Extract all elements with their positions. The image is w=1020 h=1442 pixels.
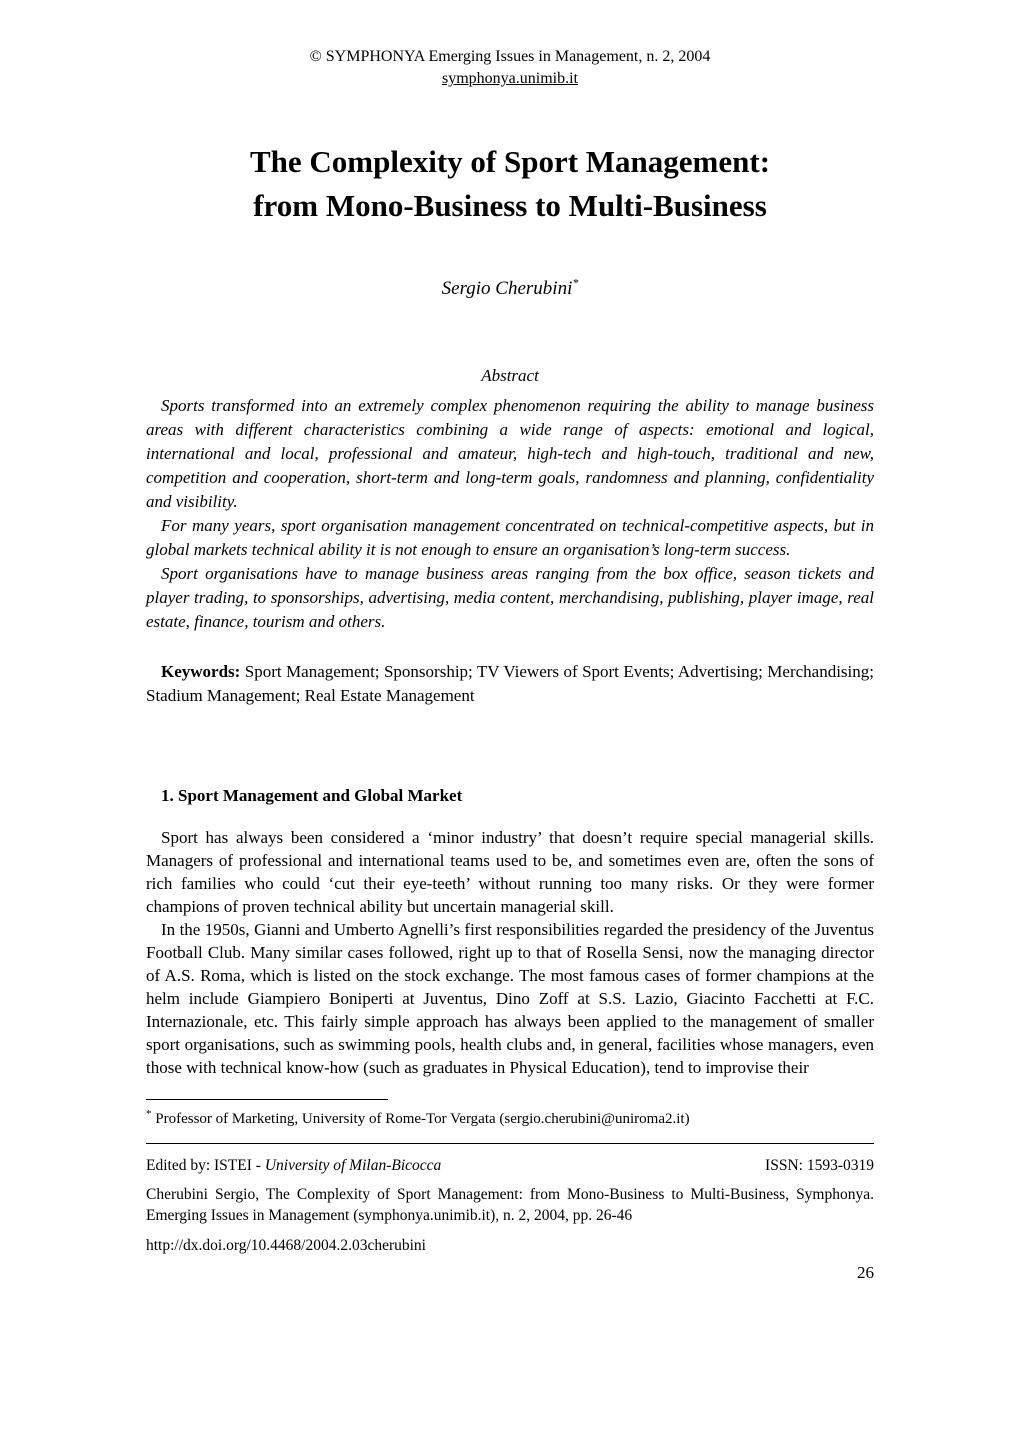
body-paragraph: Sport has always been considered a ‘minor industry’ that doesn’t require special managerial skills. Managers of professional and international teams used to be, and sometimes even are, often the sons of rich families who could ‘cut their eye-teeth’ without running too many risks. Or they were former champions of proven technical ability but uncertain managerial skill. — [146, 828, 874, 916]
author-line — [146, 275, 874, 300]
paper-title-line1: The Complexity of Sport Management: — [249, 144, 771, 179]
paper-title — [146, 140, 874, 228]
abstract-heading: Abstract — [481, 366, 539, 385]
keywords-label: Keywords: — [161, 662, 241, 681]
abstract-section — [146, 394, 874, 634]
edited-by — [146, 1157, 441, 1175]
issn: ISSN: 1593-0319 — [765, 1157, 874, 1174]
section-1-body — [146, 826, 874, 1079]
footnote-text — [146, 1109, 874, 1129]
keywords-line — [146, 660, 874, 708]
body-paragraph: In the 1950s, Gianni and Umberto Agnelli’s first responsibilities regarded the presidency of the Juventus Football Club. Many similar cases followed, right up to that of Rosella Sensi, now the managing director of A.S. Roma, which is listed on the stock exchange. The most famous cases of former champions at the helm include Giampiero Boniperti at Juventus, Dino Zoff at S.S. Lazio, Giacinto Facchetti at F.C. Internazionale, etc. This fairly simple approach has always been applied to the management of smaller sport organisations, such as swimming pools, health clubs and, in general, facilities whose managers, even those with technical know-how (such as graduates in Physical Education), tend to improvise their — [146, 920, 874, 1077]
keywords-text: Sport Management; Sponsorship; TV Viewers of Sport Events; Advertising; Merchandising; Stadium Management; Real Estate Management — [146, 662, 874, 705]
journal-header-line: © SYMPHONYA Emerging Issues in Management, n. 2, 2004 — [309, 48, 711, 65]
journal-header — [146, 46, 874, 90]
journal-site-line — [146, 68, 874, 90]
footer-doi: http://dx.doi.org/10.4468/2004.2.03cherubini — [146, 1237, 426, 1254]
edited-by-prefix: Edited by: ISTEI - — [146, 1157, 265, 1174]
footnote-separator — [146, 1099, 388, 1100]
journal-site-link[interactable]: symphonya.unimib.it — [442, 70, 578, 87]
author-footnote-marker: * — [572, 275, 579, 290]
page-number: 26 — [857, 1263, 874, 1282]
abstract-paragraph: Sports transformed into an extremely complex phenomenon requiring the ability to manage business areas with different characteristics combining a wide range of aspects: emotional and logical, international and local, professional and amateur, high-tech and high-touch, traditional and new, competition and cooperation, short-term and long-term goals, randomness and planning, confidentiality and visibility. — [146, 396, 874, 511]
footer-citation: Cherubini Sergio, The Complexity of Sport Management: from Mono-Business to Multi-Business, Symphonya. Emerging Issues in Management (symphonya.unimib.it), n. 2, 2004, pp. 26-46 — [146, 1186, 874, 1224]
footer-rule — [146, 1143, 874, 1144]
footer-edited-line — [146, 1157, 874, 1175]
section-1-heading: 1. Sport Management and Global Market — [161, 786, 463, 805]
footnote-marker: * — [146, 1108, 152, 1120]
author-name: Sergio Cherubini — [441, 278, 573, 299]
edited-by-org: University of Milan-Bicocca — [264, 1157, 442, 1174]
abstract-paragraph: For many years, sport organisation management concentrated on technical-competitive aspects, but in global markets technical ability it is not enough to ensure an organisation’s long-term success. — [146, 516, 874, 559]
paper-title-line2: from Mono-Business to Multi-Business — [253, 188, 767, 223]
footnote-body: Professor of Marketing, University of Rome-Tor Vergata (sergio.cherubini@uniroma2.it) — [151, 1111, 690, 1127]
abstract-paragraph: Sport organisations have to manage business areas ranging from the box office, season tickets and player trading, to sponsorships, advertising, media content, merchandising, publishing, player image, real estate, finance, tourism and others. — [146, 564, 874, 631]
